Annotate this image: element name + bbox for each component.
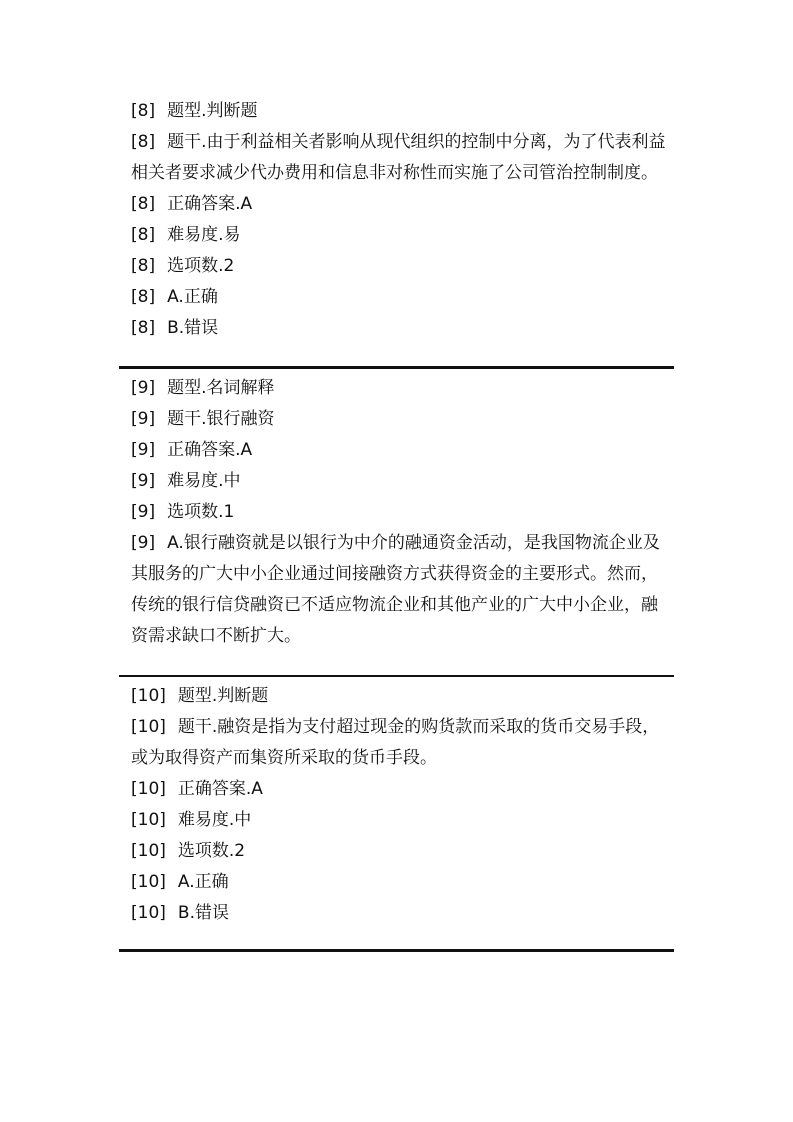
q8-answer-line xyxy=(119,189,674,220)
q8-option-count-line xyxy=(119,251,674,282)
q9-tag: [9] xyxy=(131,533,156,553)
q8-tag: [8] xyxy=(131,256,156,276)
q8-tag: [8] xyxy=(131,194,156,214)
q9-answer: 正确答案.A xyxy=(167,440,253,460)
q9-option-a-line xyxy=(119,528,674,652)
q10-tag: [10] xyxy=(131,717,166,737)
q8-stem-line xyxy=(119,127,674,189)
q10-type: 题型.判断题 xyxy=(177,686,269,706)
q9-tag: [9] xyxy=(131,471,156,491)
question-9 xyxy=(119,369,674,675)
q9-option-count: 选项数.1 xyxy=(167,502,235,522)
q10-stem-line xyxy=(119,712,674,774)
q8-type: 题型.判断题 xyxy=(167,101,258,121)
q9-tag: [9] xyxy=(131,502,156,522)
q8-tag: [8] xyxy=(131,318,156,338)
q8-stem: 题干.由于利益相关者影响从现代组织的控制中分离，为了代表利益相关者要求减少代办费用和信息非对称性而实施了公司管治控制制度。 xyxy=(131,132,666,183)
q10-tag: [10] xyxy=(131,841,166,861)
q9-option-a: A.银行融资就是以银行为中介的融通资金活动，是我国物流企业及其服务的广大中小企业通过间接融资方式获得资金的主要形式。然而，传统的银行信贷融资已不适应物流企业和其他产业的广大中小企业，融资需求缺口不断扩大。 xyxy=(131,533,660,646)
q10-tag: [10] xyxy=(131,686,166,706)
question-8 xyxy=(119,96,674,366)
q8-option-count: 选项数.2 xyxy=(167,256,235,276)
q10-option-count-line xyxy=(119,836,674,867)
q10-answer-line xyxy=(119,774,674,805)
q8-option-b-line xyxy=(119,313,674,344)
q8-difficulty-line xyxy=(119,220,674,251)
q9-type: 题型.名词解释 xyxy=(167,378,275,398)
q10-tag: [10] xyxy=(131,872,166,892)
q9-difficulty: 难易度.中 xyxy=(167,471,241,491)
divider-after-q10 xyxy=(119,949,674,952)
q8-tag: [8] xyxy=(131,101,156,121)
q9-tag: [9] xyxy=(131,409,156,429)
q9-answer-line xyxy=(119,435,674,466)
q8-option-a-line xyxy=(119,282,674,313)
q8-tag: [8] xyxy=(131,132,156,152)
document-page xyxy=(119,96,674,952)
q10-tag: [10] xyxy=(131,810,166,830)
q8-tag: [8] xyxy=(131,225,156,245)
q9-type-line xyxy=(119,373,674,404)
q8-difficulty: 难易度.易 xyxy=(167,225,241,245)
q10-option-b: B.错误 xyxy=(177,903,229,923)
q8-option-a: A.正确 xyxy=(167,287,218,307)
q9-difficulty-line xyxy=(119,466,674,497)
q10-difficulty-line xyxy=(119,805,674,836)
question-10 xyxy=(119,677,674,949)
q10-tag: [10] xyxy=(131,779,166,799)
q10-answer: 正确答案.A xyxy=(177,779,263,799)
q8-answer: 正确答案.A xyxy=(167,194,253,214)
q9-option-count-line xyxy=(119,497,674,528)
q10-option-a: A.正确 xyxy=(177,872,229,892)
q8-tag: [8] xyxy=(131,287,156,307)
q9-tag: [9] xyxy=(131,378,156,398)
q10-option-a-line xyxy=(119,867,674,898)
q10-option-count: 选项数.2 xyxy=(177,841,246,861)
q10-type-line xyxy=(119,681,674,712)
q10-stem: 题干.融资是指为支付超过现金的购货款而采取的货币交易手段，或为取得资产而集资所采取的货币手段。 xyxy=(131,717,660,768)
q10-option-b-line xyxy=(119,898,674,929)
q8-type-line xyxy=(119,96,674,127)
q10-difficulty: 难易度.中 xyxy=(177,810,252,830)
q10-tag: [10] xyxy=(131,903,166,923)
q9-stem-line xyxy=(119,404,674,435)
q8-option-b: B.错误 xyxy=(167,318,219,338)
q9-stem: 题干.银行融资 xyxy=(167,409,275,429)
q9-tag: [9] xyxy=(131,440,156,460)
